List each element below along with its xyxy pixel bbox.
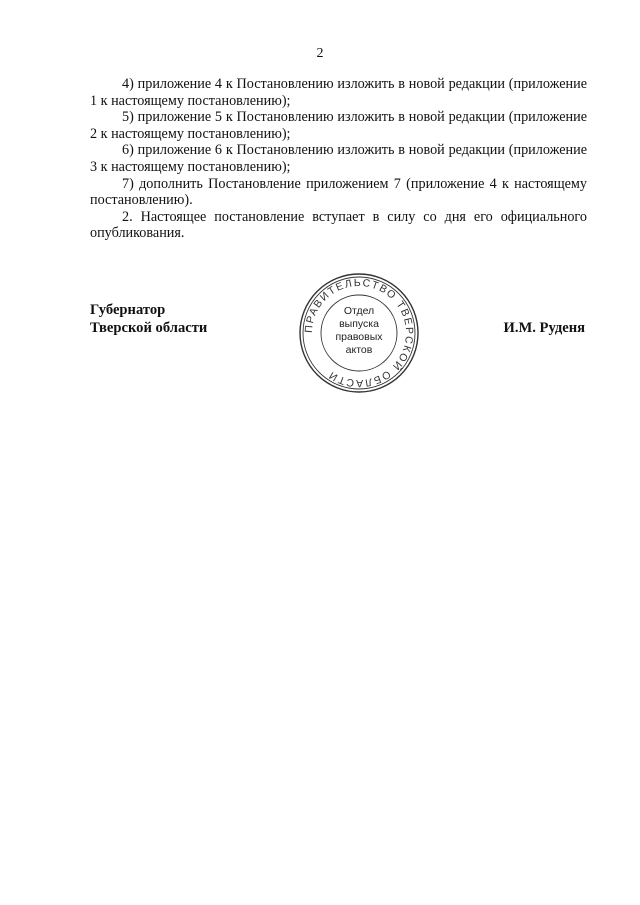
paragraph-item-4: 4) приложение 4 к Постановлению изложить в новой редакции (приложение 1 к настоящему постановлению); (90, 76, 587, 109)
stamp-center-line3: правовых (335, 331, 383, 343)
paragraph-item-7: 7) дополнить Постановление приложением 7 (приложение 4 к настоящему постановлению). (90, 175, 587, 209)
signatory-position-line2: Тверской области (90, 319, 208, 336)
signatory-position (90, 302, 207, 337)
signatory-name: И.М. Руденя (503, 320, 585, 336)
paragraph-item-6: 6) приложение 6 к Постановлению изложить в новой редакции (приложение 3 к настоящему постановлению); (90, 142, 587, 175)
stamp-ring-text: ПРАВИТЕЛЬСТВО ТВЕРСКОЙ ОБЛАСТИ (302, 276, 416, 390)
official-stamp (298, 272, 420, 394)
stamp-center-line1: Отдел (343, 305, 375, 317)
paragraph-clause-2: 2. Настоящее постановление вступает в силу со дня его официального опубликования. (90, 208, 587, 242)
signatory-position-line1: Губернатор (90, 302, 166, 318)
document-body (90, 76, 587, 242)
stamp-center-text (298, 305, 420, 357)
page-number: 2 (316, 46, 324, 61)
paragraph-item-5: 5) приложение 5 к Постановлению изложить в новой редакции (приложение 2 к настоящему постановлению); (90, 109, 587, 142)
stamp-center-line2: выпуска (339, 318, 379, 330)
stamp-center-line4: актов (345, 344, 373, 356)
